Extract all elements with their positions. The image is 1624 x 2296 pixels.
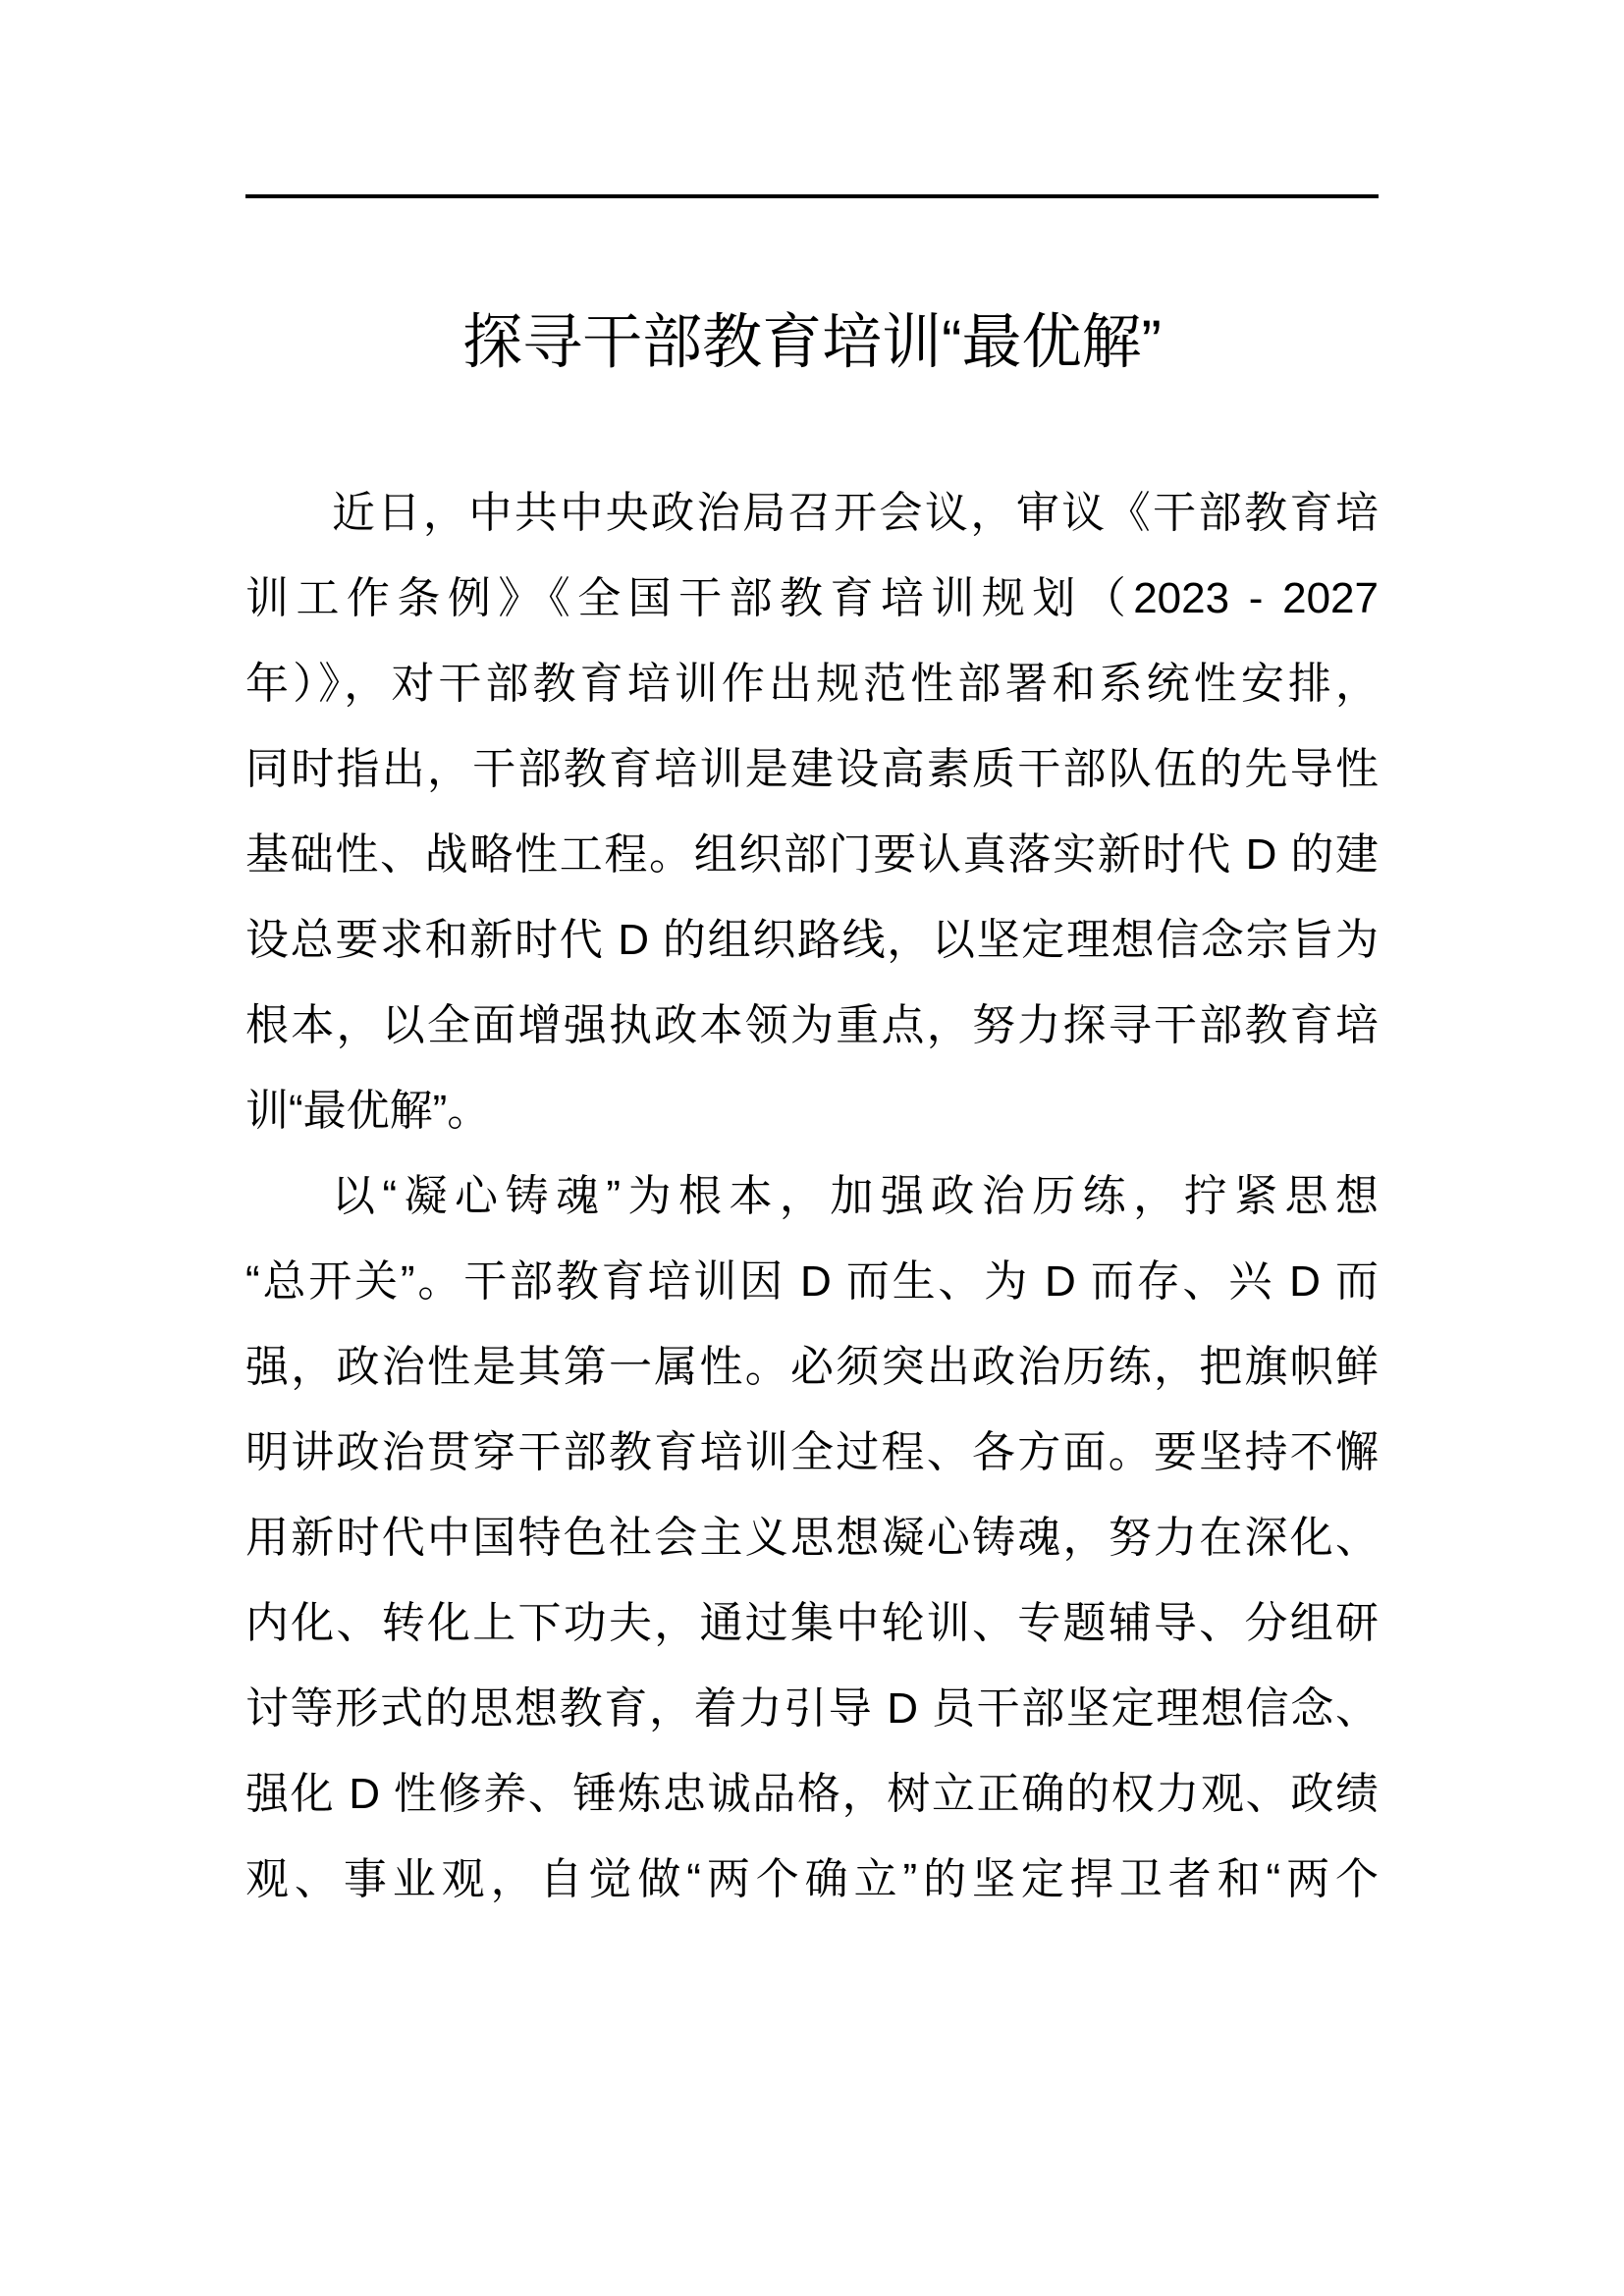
page-title: 探寻干部教育培训“最优解” xyxy=(462,308,1162,375)
text-line: 以“凝心铸魂”为根本，加强政治历练，拧紧思想 xyxy=(332,1172,1379,1220)
paragraph-2 xyxy=(245,1153,1379,1922)
text-line: 用新时代中国特色社会主义思想凝心铸魂，努力在深化、 xyxy=(245,1514,1379,1562)
text-line: 训“最优解”。 xyxy=(245,1087,491,1135)
text-line: 观、事业观，自觉做“两个确立”的坚定捍卫者和“两个 xyxy=(245,1855,1379,1903)
text-line: 训工作条例》《全国干部教育培训规划（2023 - 2027 xyxy=(245,574,1379,622)
text-line: 讨等形式的思想教育，着力引导 D 员干部坚定理想信念、 xyxy=(245,1684,1379,1733)
text-line: 基础性、战略性工程。组织部门要认真落实新时代 D 的建 xyxy=(245,830,1379,879)
text-line: 根本，以全面增强执政本领为重点，努力探寻干部教育培 xyxy=(245,1001,1379,1049)
text-line: 设总要求和新时代 D 的组织路线，以坚定理想信念宗旨为 xyxy=(245,916,1379,964)
document-content xyxy=(245,299,1379,1922)
text-line: 内化、转化上下功夫，通过集中轮训、专题辅导、分组研 xyxy=(245,1599,1379,1647)
text-line: 近日，中共中央政治局召开会议，审议《干部教育培 xyxy=(332,489,1379,537)
text-line: 年）》，对干部教育培训作出规范性部署和系统性安排， xyxy=(245,660,1379,708)
header-rule-divider xyxy=(245,194,1379,198)
text-line: 明讲政治贯穿干部教育培训全过程、各方面。要坚持不懈 xyxy=(245,1428,1379,1476)
text-line: 强化 D 性修养、锤炼忠诚品格，树立正确的权力观、政绩 xyxy=(245,1770,1379,1818)
text-line: 同时指出，干部教育培训是建设高素质干部队伍的先导性 xyxy=(245,745,1379,793)
text-line: “总开关”。干部教育培训因 D 而生、为 D 而存、兴 D 而 xyxy=(245,1257,1379,1306)
text-line: 强，政治性是其第一属性。必须突出政治历练，把旗帜鲜 xyxy=(245,1343,1379,1391)
paragraph-1 xyxy=(245,470,1379,1153)
